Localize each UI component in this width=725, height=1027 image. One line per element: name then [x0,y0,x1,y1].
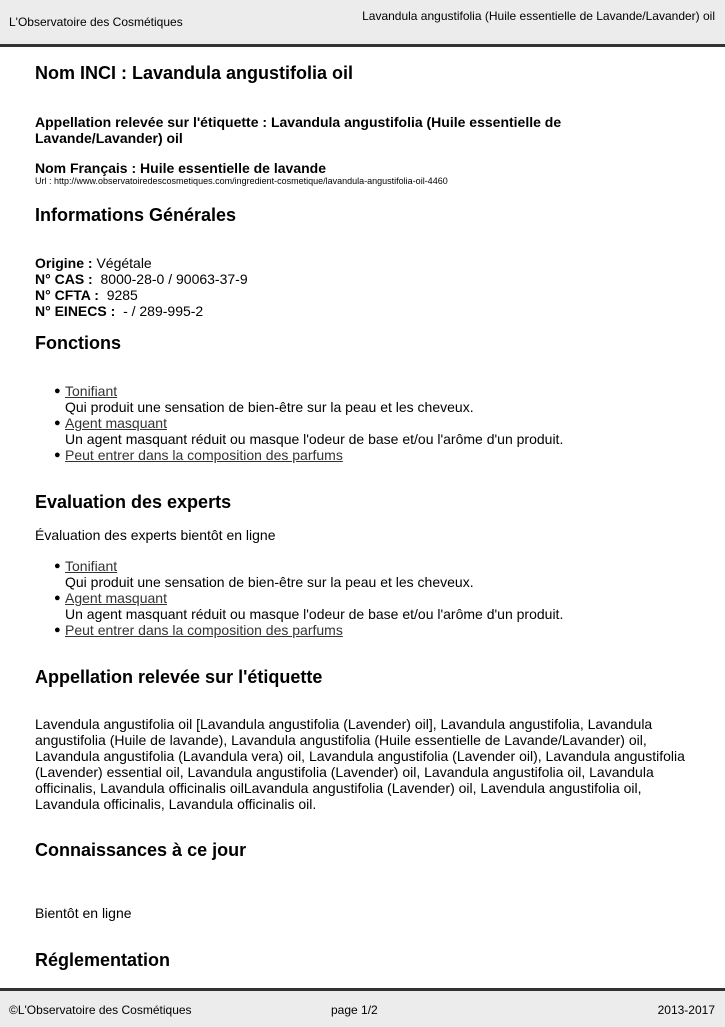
page-title: Nom INCI : Lavandula angustifolia oil [35,63,354,83]
infos-list [35,255,435,319]
appellation-text: Lavendula angustifolia oil [Lavandula angustifolia (Lavender) oil], Lavandula angustifolia, Lavandula angustifolia (Huile de lavande), Lavandula angustifolia (Huile essentielle de Lavande/Lavander) oil, Lavandula angustifolia (Lavandula vera) oil, Lavandula angustifolia (Lavender oil), Lavandula angustifolia (Lavender) essential oil, Lavandula angustifolia (Lavender) oil, Lavandula angustifolia oil, Lavandula officinalis, Lavandula officinalis oilLavandula angustifolia (Lavender) oil, Lavendula angustifolia oil, Lavandula officinalis, Lavandula officinalis oil. [35,716,685,812]
function-desc: Qui produit une sensation de bien-être sur la peau et les cheveux. [65,399,474,415]
evaluation-desc: Un agent masquant réduit ou masque l'odeur de base et/ou l'arôme d'un produit. [65,606,564,622]
info-cfta-value: 9285 [106,287,138,303]
info-cfta [35,287,435,303]
section-heading-evaluation: Evaluation des experts [35,492,232,512]
info-cas-label: N° CAS : [35,271,93,287]
function-link-tonifiant[interactable]: Tonifiant [65,383,118,399]
bullet-icon: ● [54,449,61,461]
info-einecs [35,303,435,319]
list-item [35,415,675,447]
evaluation-link-parfums[interactable]: Peut entrer dans la composition des parfums [65,622,343,638]
header-site-name: L'Observatoire des Cosmétiques [9,15,183,29]
evaluation-list [35,558,675,638]
list-item [35,447,675,463]
info-origine-label: Origine : [35,255,93,271]
footer-page-number: page 1/2 [331,1003,378,1017]
info-cas-value: 8000-28-0 / 90063-37-9 [100,271,248,287]
info-cfta-label: N° CFTA : [35,287,99,303]
function-desc: Un agent masquant réduit ou masque l'odeur de base et/ou l'arôme d'un produit. [65,431,564,447]
section-heading-informations: Informations Générales [35,205,237,225]
section-heading-reglementation: Réglementation [35,950,171,970]
header-doc-title: Lavandula angustifolia (Huile essentielle de Lavande/Lavander) oil [362,9,715,23]
info-origine [35,255,435,271]
bullet-icon: ● [54,560,61,572]
bullet-icon: ● [54,592,61,604]
info-origine-value: Végétale [96,255,152,271]
footer-years: 2013-2017 [657,1003,715,1017]
bullet-icon: ● [54,624,61,636]
function-link-parfums[interactable]: Peut entrer dans la composition des parfums [65,447,343,463]
nom-francais: Nom Français : Huile essentielle de lavande [35,160,326,176]
list-item [35,558,675,590]
info-cas [35,271,435,287]
page-url: Url : http://www.observatoiredescosmetiques.com/ingredient-cosmetique/lavandula-angustifolia-oil-4460 [35,176,448,186]
list-item [35,622,675,638]
function-link-agent-masquant[interactable]: Agent masquant [65,415,167,431]
evaluation-link-agent-masquant[interactable]: Agent masquant [65,590,167,606]
footer-copyright: ©L'Observatoire des Cosmétiques [9,1003,192,1017]
section-heading-appellation: Appellation relevée sur l'étiquette [35,667,323,687]
evaluation-note: Évaluation des experts bientôt en ligne [35,527,276,543]
bullet-icon: ● [54,417,61,429]
section-heading-connaissances: Connaissances à ce jour [35,840,247,860]
list-item [35,590,675,622]
page-footer [0,988,725,1027]
bullet-icon: ● [54,385,61,397]
connaissances-text: Bientôt en ligne [35,905,132,921]
info-einecs-label: N° EINECS : [35,303,116,319]
fonctions-list [35,383,675,463]
evaluation-desc: Qui produit une sensation de bien-être sur la peau et les cheveux. [65,574,474,590]
info-einecs-value: - / 289-995-2 [123,303,204,319]
list-item [35,383,675,415]
section-heading-fonctions: Fonctions [35,333,121,353]
evaluation-link-tonifiant[interactable]: Tonifiant [65,558,118,574]
appellation-line: Appellation relevée sur l'étiquette : Lavandula angustifolia (Huile essentielle de Lavande/Lavander) oil [35,114,562,146]
page-header [0,0,725,47]
